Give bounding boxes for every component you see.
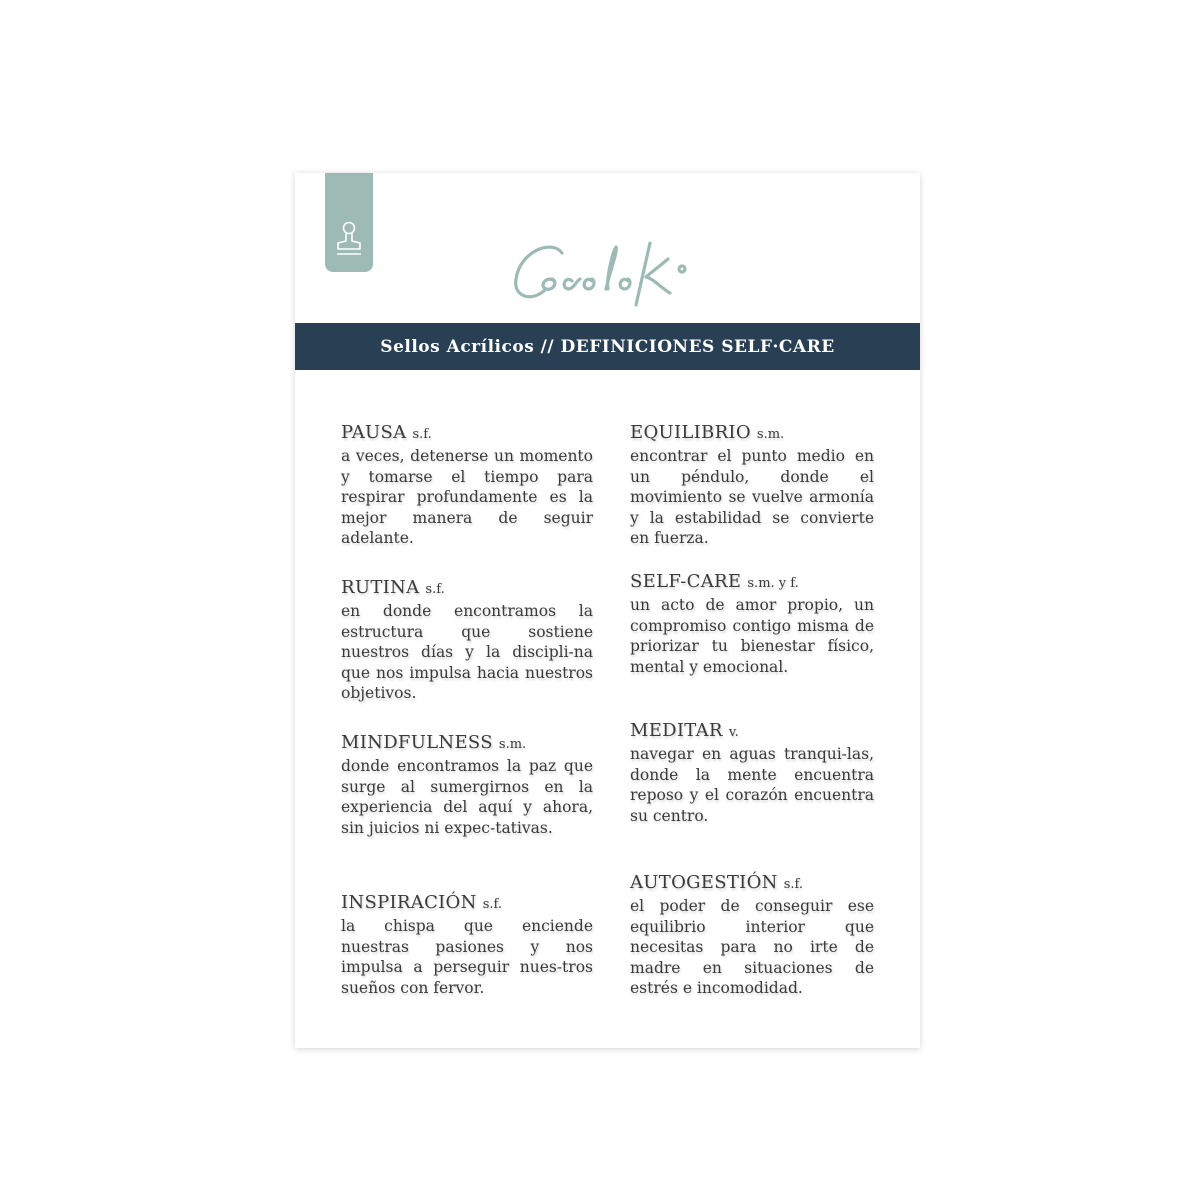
part-of-speech: s.f. <box>412 427 432 442</box>
definition-text: un acto de amor propio, un compromiso contigo misma de priorizar tu bienestar físico, mental y emocional. <box>630 596 874 676</box>
term-heading <box>630 721 874 743</box>
part-of-speech: s.m. <box>498 737 527 752</box>
definition-text: a veces, detenerse un momento y tomarse el tiempo para respirar profundamente es la mejor manera de seguir adelante. <box>341 447 593 547</box>
term-heading <box>341 893 593 915</box>
stamp-icon <box>333 219 365 259</box>
term-heading <box>341 733 593 755</box>
definition-text: la chispa que enciende nuestras pasiones y nos impulsa a perseguir nues-tros sueños con fervor. <box>341 917 593 997</box>
definition-entry <box>630 721 874 826</box>
term: MINDFULNESS <box>341 732 493 753</box>
part-of-speech: s.f. <box>783 877 804 892</box>
part-of-speech: s.f. <box>482 897 502 912</box>
term: RUTINA <box>341 577 420 598</box>
term: MEDITAR <box>630 720 723 741</box>
part-of-speech: v. <box>728 725 739 740</box>
term: AUTOGESTIÓN <box>630 872 778 893</box>
definition-text: en donde encontramos la estructura que sostiene nuestros días y la discipli-na que nos impulsa hacia nuestros objetivos. <box>341 602 593 702</box>
term-heading <box>341 578 593 600</box>
definition-entry <box>341 733 593 838</box>
definition-entry <box>630 572 874 677</box>
definition-entry <box>341 423 593 549</box>
definition-text: navegar en aguas tranqui-las, donde la mente encuentra reposo y el corazón encuentra su centro. <box>630 745 874 825</box>
term-heading <box>341 423 593 445</box>
definition-entry <box>341 578 593 704</box>
definition-entry <box>341 893 593 998</box>
part-of-speech: s.f. <box>425 582 445 597</box>
definition-text: donde encontramos la paz que surge al sumergirnos en la experiencia del aquí y ahora, sin juicios ni expec-tativas. <box>341 757 593 837</box>
definition-entry <box>630 873 874 999</box>
term: EQUILIBRIO <box>630 422 751 443</box>
definition-text: encontrar el punto medio en un péndulo, donde el movimiento se vuelve armonía y la estabilidad se convierte en fuerza. <box>630 447 874 547</box>
brand-logo <box>510 231 700 315</box>
brand-tab <box>325 173 373 272</box>
term: PAUSA <box>341 422 407 443</box>
part-of-speech: s.m. <box>756 427 785 442</box>
term: INSPIRACIÓN <box>341 892 477 913</box>
part-of-speech: s.m. y f. <box>747 576 799 591</box>
definition-entry <box>630 423 874 549</box>
stamp-card <box>295 173 920 1048</box>
term-heading <box>630 873 874 895</box>
term-heading <box>630 423 874 445</box>
banner-title: Sellos Acrílicos // DEFINICIONES SELF·CARE <box>380 336 835 357</box>
definition-text: el poder de conseguir ese equilibrio interior que necesitas para no irte de madre en situaciones de estrés e incomodidad. <box>630 897 874 997</box>
term: SELF-CARE <box>630 571 742 592</box>
banner <box>295 323 920 370</box>
term-heading <box>630 572 874 594</box>
